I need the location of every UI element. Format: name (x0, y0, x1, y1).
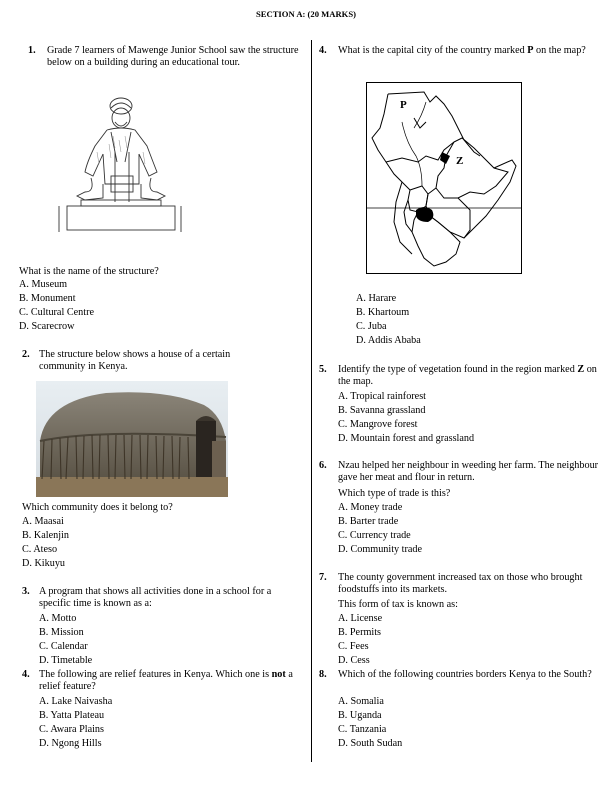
q7-option-c[interactable]: C. Fees (338, 641, 369, 652)
section-title: SECTION A: (20 MARKS) (255, 9, 357, 19)
question-number: 4. (22, 669, 30, 680)
map-label-z: Z (456, 155, 464, 167)
map-label-p: P (400, 99, 407, 111)
q4b-option-a[interactable]: A. Harare (356, 293, 397, 304)
q6-option-a[interactable]: A. Money trade (338, 502, 403, 513)
q4a-option-d[interactable]: D. Ngong Hills (39, 738, 102, 749)
q7-option-a[interactable]: A. License (338, 613, 383, 624)
question-6-prompt: Which type of trade is this? (338, 488, 451, 499)
q6-option-b[interactable]: B. Barter trade (338, 516, 399, 527)
q7-option-d[interactable]: D. Cess (338, 655, 370, 666)
q1-option-b[interactable]: B. Monument (19, 293, 76, 304)
question-text: What is the capital city of the country marked P on the map? (338, 45, 586, 56)
question-text: Grade 7 learners of Mawenge Junior School saw the structure below on a building during an educational tour. (47, 45, 299, 69)
column-divider (311, 40, 312, 762)
question-7-prompt: This form of tax is known as: (338, 599, 458, 610)
question-number: 2. (22, 349, 30, 360)
q3-option-c[interactable]: C. Calendar (39, 641, 88, 652)
q8-option-b[interactable]: B. Uganda (338, 710, 382, 721)
q1-option-a[interactable]: A. Museum (19, 279, 68, 290)
q3-option-b[interactable]: B. Mission (39, 627, 84, 638)
east-africa-map (366, 82, 522, 274)
question-text: Identify the type of vegetation found in the region marked Z on the map. (338, 364, 597, 388)
q4b-option-c[interactable]: C. Juba (356, 321, 387, 332)
question-number: 4. (319, 45, 327, 56)
q8-option-d[interactable]: D. South Sudan (338, 738, 403, 749)
question-number: 5. (319, 364, 327, 375)
question-number: 1. (28, 45, 36, 56)
question-2-prompt: Which community does it belong to? (22, 502, 173, 513)
q8-option-c[interactable]: C. Tanzania (338, 724, 387, 735)
q1-option-c[interactable]: C. Cultural Centre (19, 307, 94, 318)
q5-option-b[interactable]: B. Savanna grassland (338, 405, 426, 416)
question-text: The structure below shows a house of a certain community in Kenya. (39, 349, 231, 373)
q5-option-d[interactable]: D. Mountain forest and grassland (338, 433, 475, 444)
q4b-option-b[interactable]: B. Khartoum (356, 307, 410, 318)
question-number: 7. (319, 572, 327, 583)
q4b-option-d[interactable]: D. Addis Ababa (356, 335, 421, 346)
q3-option-d[interactable]: D. Timetable (39, 655, 93, 666)
house-photo (36, 381, 228, 497)
q4a-option-b[interactable]: B. Yatta Plateau (39, 710, 105, 721)
question-text: The following are relief features in Kenya. Which one is not a relief feature? (39, 669, 293, 693)
q3-option-a[interactable]: A. Motto (39, 613, 77, 624)
q1-option-d[interactable]: D. Scarecrow (19, 321, 75, 332)
q2-option-a[interactable]: A. Maasai (22, 516, 64, 527)
q4a-option-c[interactable]: C. Awara Plains (39, 724, 104, 735)
q6-option-d[interactable]: D. Community trade (338, 544, 423, 555)
question-text: A program that shows all activities done in a school for a specific time is known as a: (39, 586, 272, 610)
question-number: 8. (319, 669, 327, 680)
q8-option-a[interactable]: A. Somalia (338, 696, 384, 707)
question-text: Which of the following countries borders Kenya to the South? (338, 669, 592, 680)
question-number: 3. (22, 586, 30, 597)
question-1-prompt: What is the name of the structure? (19, 266, 159, 277)
q6-option-c[interactable]: C. Currency trade (338, 530, 411, 541)
q4a-option-a[interactable]: A. Lake Naivasha (39, 696, 113, 707)
q2-option-b[interactable]: B. Kalenjin (22, 530, 69, 541)
question-text: Nzau helped her neighbour in weeding her farm. The neighbour gave her meat and flour in return. (338, 460, 599, 484)
q5-option-c[interactable]: C. Mangrove forest (338, 419, 418, 430)
q5-option-a[interactable]: A. Tropical rainforest (338, 391, 426, 402)
q2-option-d[interactable]: D. Kikuyu (22, 558, 66, 569)
question-text: The county government increased tax on those who brought foodstuffs into its markets. (338, 572, 583, 596)
question-number: 6. (319, 460, 327, 471)
q7-option-b[interactable]: B. Permits (338, 627, 382, 638)
monument-figure (55, 92, 185, 234)
q2-option-c[interactable]: C. Ateso (22, 544, 58, 555)
